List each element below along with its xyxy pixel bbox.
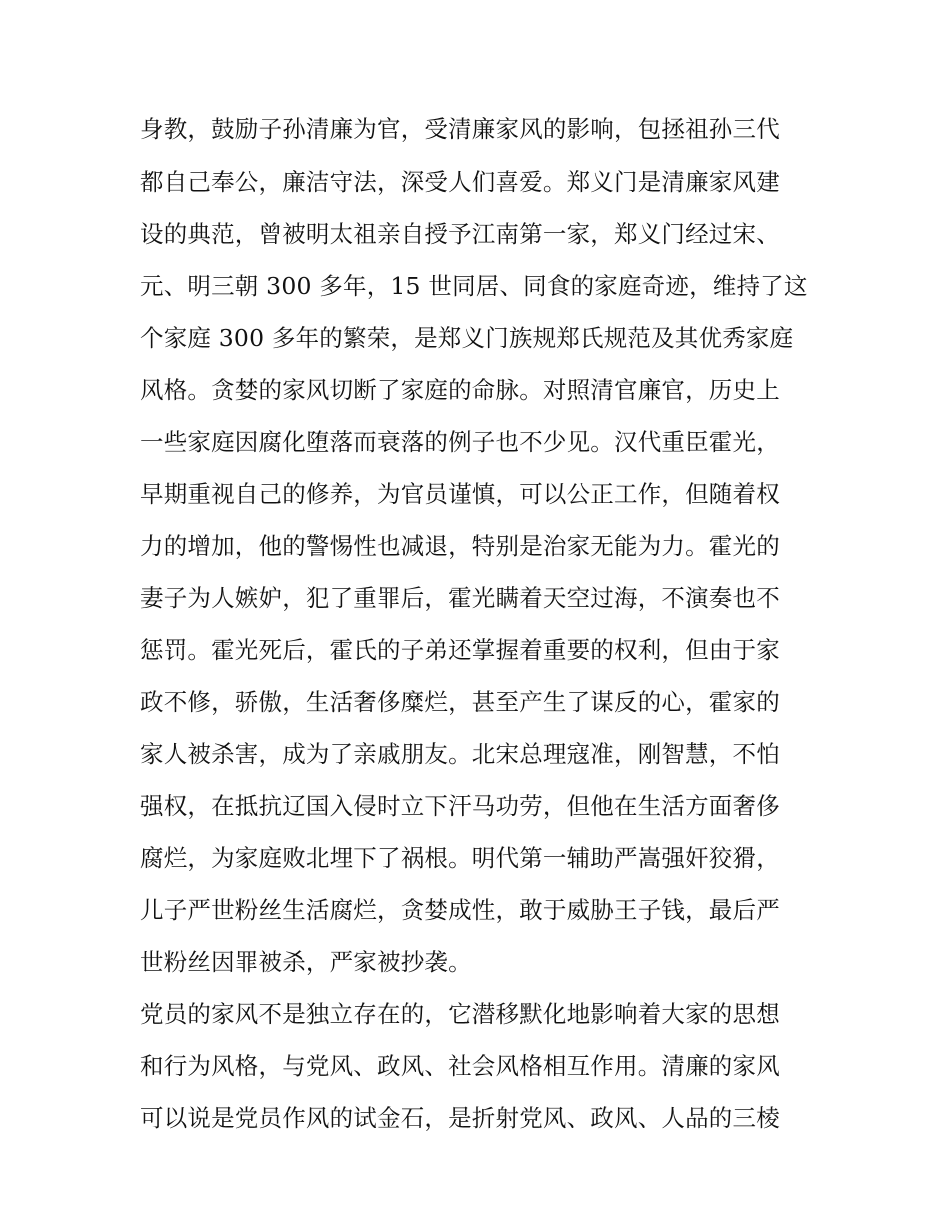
text-line: 个家庭 300 多年的繁荣，是郑义门族规郑氏规范及其优秀家庭 (140, 324, 794, 352)
text-line: 可以说是党员作风的试金石，是折射党风、政风、人品的三棱 (140, 1104, 780, 1132)
text-line: 和行为风格，与党风、政风、社会风格相互作用。清廉的家风 (140, 1052, 780, 1080)
text-line: 儿子严世粉丝生活腐烂，贪婪成性，敢于威胁王子钱，最后严 (140, 896, 780, 924)
text-line: 元、明三朝 300 多年，15 世同居、同食的家庭奇迹，维持了这 (140, 272, 808, 300)
text-line: 强权，在抵抗辽国入侵时立下汗马功劳，但他在生活方面奢侈 (140, 792, 780, 820)
text-line: 党员的家风不是独立存在的，它潜移默化地影响着大家的思想 (140, 1000, 780, 1028)
text-line: 风格。贪婪的家风切断了家庭的命脉。对照清官廉官，历史上 (140, 376, 780, 404)
text-line: 惩罚。霍光死后，霍氏的子弟还掌握着重要的权利，但由于家 (140, 636, 780, 664)
text-line: 妻子为人嫉妒，犯了重罪后，霍光瞒着天空过海，不演奏也不 (140, 584, 780, 612)
text-line: 早期重视自己的修养，为官员谨慎，可以公正工作，但随着权 (140, 480, 780, 508)
text-line: 设的典范，曾被明太祖亲自授予江南第一家，郑义门经过宋、 (140, 220, 780, 248)
text-line: 力的增加，他的警惕性也减退，特别是治家无能为力。霍光的 (140, 532, 780, 560)
text-line: 都自己奉公，廉洁守法，深受人们喜爱。郑义门是清廉家风建 (140, 168, 780, 196)
text-line: 世粉丝因罪被杀，严家被抄袭。 (140, 948, 472, 976)
text-line: 腐烂，为家庭败北埋下了祸根。明代第一辅助严嵩强奸狡猾， (140, 844, 780, 872)
text-line: 一些家庭因腐化堕落而衰落的例子也不少见。汉代重臣霍光， (140, 428, 780, 456)
text-line: 家人被杀害，成为了亲戚朋友。北宋总理寇准，刚智慧，不怕 (140, 740, 780, 768)
text-line: 身教，鼓励子孙清廉为官，受清廉家风的影响，包拯祖孙三代 (140, 115, 780, 143)
text-line: 政不修，骄傲，生活奢侈糜烂，甚至产生了谋反的心，霍家的 (140, 688, 780, 716)
